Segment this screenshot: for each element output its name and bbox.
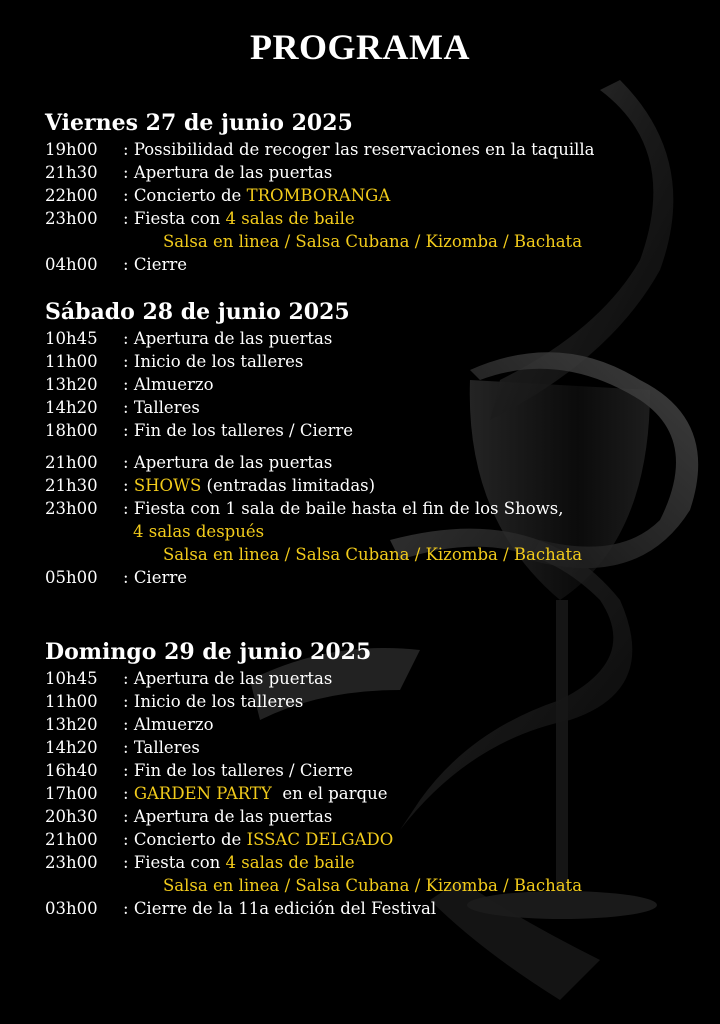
highlight-text: ISSAC DELGADO: [246, 830, 394, 849]
time-label: 21h30: [45, 476, 98, 495]
event-description: : GARDEN PARTY en el parque: [123, 784, 388, 803]
event-description: : Inicio de los talleres: [123, 352, 304, 371]
schedule-row: [45, 897, 685, 920]
schedule-row: [45, 759, 685, 782]
time-label: 14h20: [45, 738, 98, 757]
schedule-row: [45, 566, 685, 589]
time-label: 13h20: [45, 375, 98, 394]
schedule-row: [45, 451, 685, 474]
event-description: : Talleres: [123, 738, 200, 757]
schedule-row: [45, 851, 685, 874]
highlight-text: 4 salas de baile: [225, 853, 355, 872]
event-description: : Talleres: [123, 398, 200, 417]
event-description: : Concierto de ISSAC DELGADO: [123, 830, 394, 849]
event-description: : Fin de los talleres / Cierre: [123, 761, 354, 780]
schedule-row: [45, 690, 685, 713]
time-label: 21h00: [45, 453, 98, 472]
event-description: : Apertura de las puertas: [123, 329, 333, 348]
time-label: 16h40: [45, 761, 98, 780]
time-label: 04h00: [45, 255, 98, 274]
highlight-text: TROMBORANGA: [246, 186, 391, 205]
event-description: : Apertura de las puertas: [123, 163, 333, 182]
schedule-row: [45, 419, 685, 442]
time-label: 23h00: [45, 209, 98, 228]
event-description: : Fiesta con 1 sala de baile hasta el fin de los Shows,: [123, 499, 564, 518]
time-label: 23h00: [45, 853, 98, 872]
dance-styles-row: [45, 230, 685, 253]
time-label: 21h30: [45, 163, 98, 182]
time-label: 22h00: [45, 186, 98, 205]
event-description: : Fiesta con 4 salas de baile: [123, 853, 355, 872]
schedule-row: [45, 207, 685, 230]
schedule-row: [45, 138, 685, 161]
time-label: 14h20: [45, 398, 98, 417]
dance-styles: Salsa en linea / Salsa Cubana / Kizomba / Bachata: [163, 232, 583, 251]
schedule-row: [45, 805, 685, 828]
dance-styles: Salsa en linea / Salsa Cubana / Kizomba / Bachata: [163, 545, 583, 564]
event-description: : Almuerzo: [123, 715, 214, 734]
time-label: 11h00: [45, 692, 98, 711]
schedule-row: [45, 782, 685, 805]
event-description: : Apertura de las puertas: [123, 807, 333, 826]
dance-styles: Salsa en linea / Salsa Cubana / Kizomba / Bachata: [163, 876, 583, 895]
day-block-friday: [45, 108, 685, 276]
highlight-text: SHOWS: [133, 476, 202, 495]
schedule-row-continuation: [45, 520, 685, 543]
time-label: 11h00: [45, 352, 98, 371]
schedule-row: [45, 828, 685, 851]
time-label: 10h45: [45, 329, 98, 348]
schedule-row: [45, 497, 685, 520]
day-block-saturday: [45, 297, 685, 589]
event-description: : Cierre: [123, 568, 188, 587]
dance-styles-row: [45, 874, 685, 897]
time-label: 10h45: [45, 669, 98, 688]
time-label: 23h00: [45, 499, 98, 518]
time-label: 13h20: [45, 715, 98, 734]
day-block-sunday: [45, 637, 685, 920]
day-title: Sábado 28 de junio 2025: [45, 299, 350, 325]
event-description: : Cierre de la 11a edición del Festival: [123, 899, 437, 918]
highlight-text: GARDEN PARTY: [133, 784, 272, 803]
schedule-row: [45, 396, 685, 419]
time-label: 20h30: [45, 807, 98, 826]
schedule-row: [45, 736, 685, 759]
time-label: 17h00: [45, 784, 98, 803]
schedule-row: [45, 253, 685, 276]
schedule-row: [45, 713, 685, 736]
event-description: : Inicio de los talleres: [123, 692, 304, 711]
event-description: : Apertura de las puertas: [123, 669, 333, 688]
schedule-row: [45, 184, 685, 207]
schedule-row: [45, 667, 685, 690]
event-description: : Concierto de TROMBORANGA: [123, 186, 391, 205]
highlight-text: 4 salas de baile: [225, 209, 355, 228]
event-description: : Almuerzo: [123, 375, 214, 394]
time-label: 19h00: [45, 140, 98, 159]
schedule-row: [45, 373, 685, 396]
event-description: : Apertura de las puertas: [123, 453, 333, 472]
dance-styles-row: [45, 543, 685, 566]
schedule-row: [45, 474, 685, 497]
page-title: PROGRAMA: [250, 27, 470, 67]
day-title: Domingo 29 de junio 2025: [45, 639, 372, 665]
event-description: : Fiesta con 4 salas de baile: [123, 209, 355, 228]
event-description: : Cierre: [123, 255, 188, 274]
highlight-text: 4 salas después: [133, 522, 265, 541]
schedule-row: [45, 161, 685, 184]
event-description: : Possibilidad de recoger las reservaciones en la taquilla: [123, 140, 595, 159]
event-description: : Fin de los talleres / Cierre: [123, 421, 354, 440]
day-title: Viernes 27 de junio 2025: [45, 110, 353, 136]
schedule-row: [45, 327, 685, 350]
time-label: 05h00: [45, 568, 98, 587]
event-description: : SHOWS (entradas limitadas): [123, 476, 376, 495]
schedule-row: [45, 350, 685, 373]
time-label: 03h00: [45, 899, 98, 918]
time-label: 18h00: [45, 421, 98, 440]
time-label: 21h00: [45, 830, 98, 849]
